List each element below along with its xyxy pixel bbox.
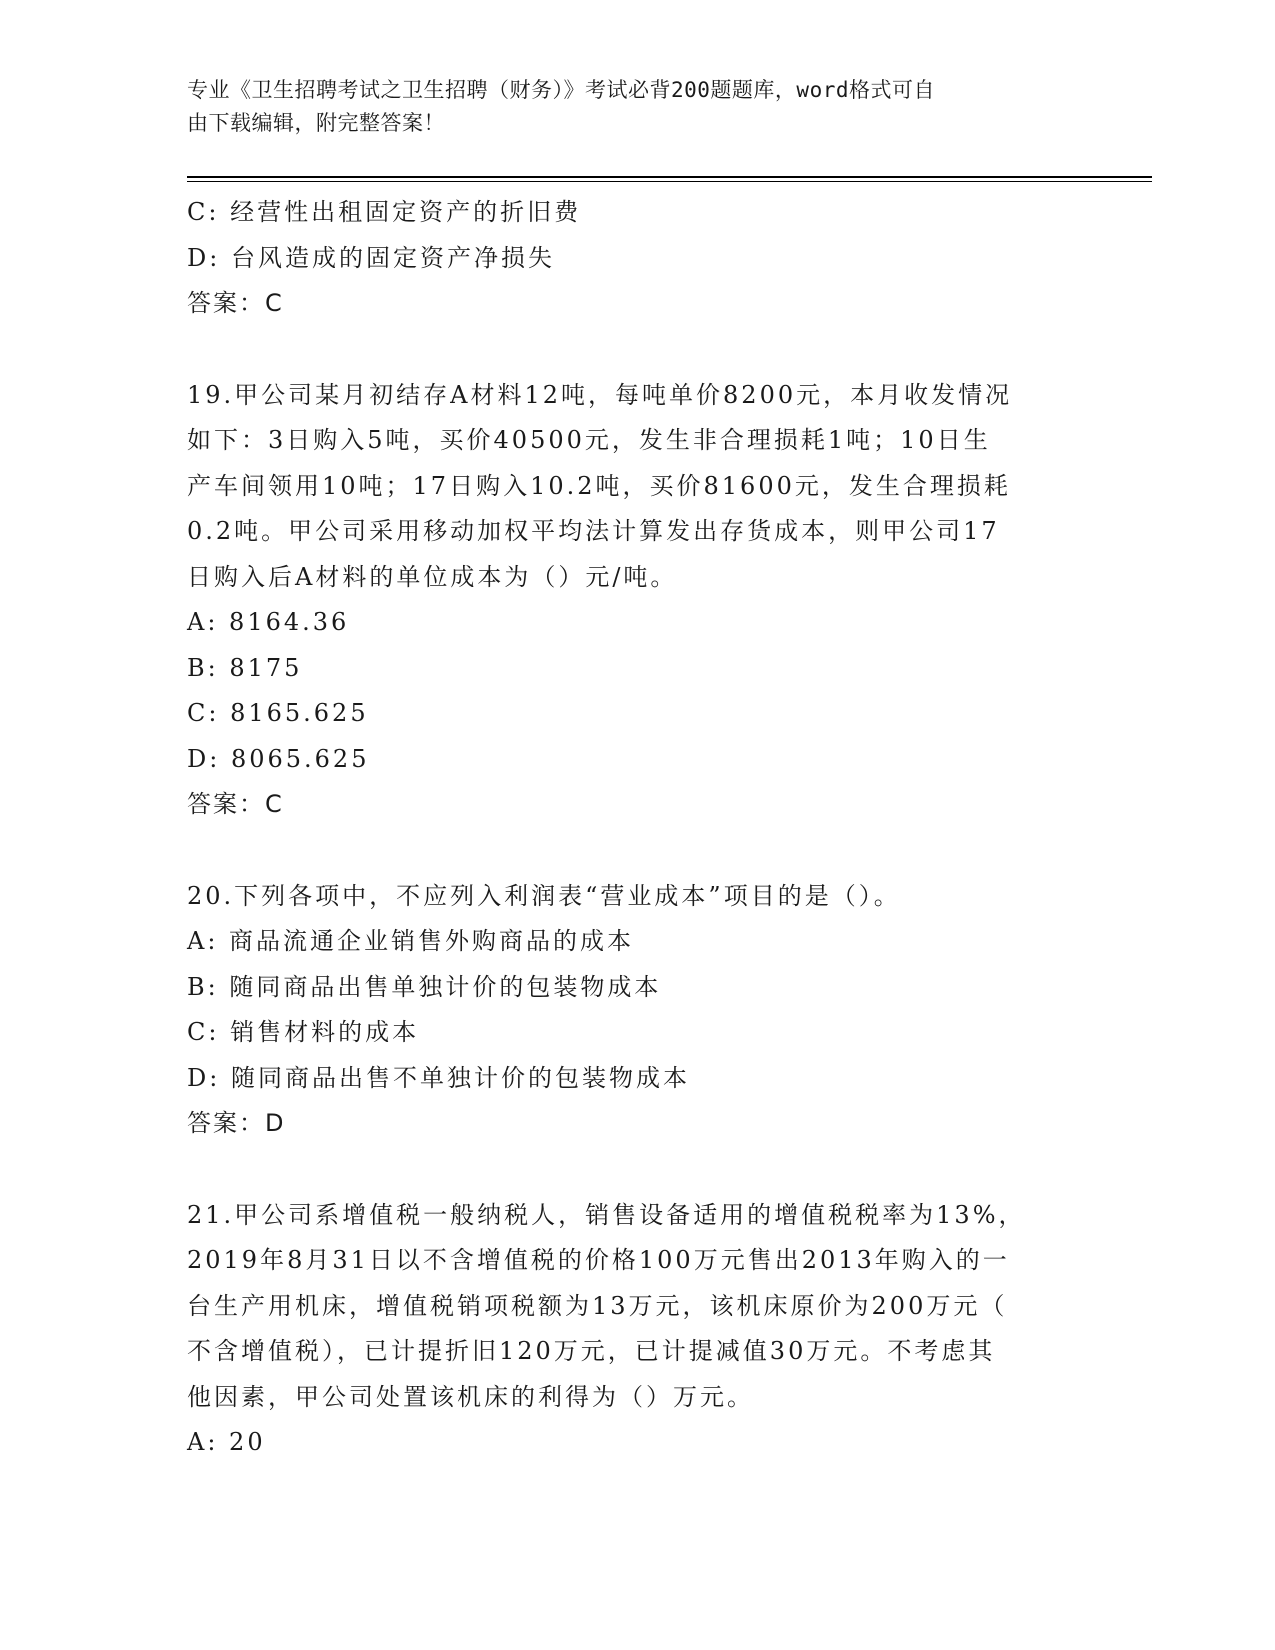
question-20 bbox=[187, 874, 1082, 1147]
answer: 答案：C bbox=[187, 289, 284, 317]
option-c: C: 8165.625 bbox=[187, 699, 369, 727]
option-c: C: 销售材料的成本 bbox=[187, 1018, 420, 1046]
option-b: B: 8175 bbox=[187, 653, 303, 682]
option-a: A: 商品流通企业销售外购商品的成本 bbox=[187, 927, 635, 955]
question-stem-line: 台生产用机床，增值税销项税额为13万元，该机床原价为200万元（ bbox=[187, 1291, 1008, 1320]
option-d: D: 8065.625 bbox=[187, 744, 370, 773]
option-a: A: 20 bbox=[187, 1428, 266, 1456]
question-content bbox=[187, 190, 1082, 1466]
question-18-tail bbox=[187, 190, 1082, 327]
header-divider-thin bbox=[187, 181, 1152, 182]
option-c: C: 经营性出租固定资产的折旧费 bbox=[187, 198, 582, 226]
header-divider-thick bbox=[187, 176, 1152, 178]
option-d: D: 台风造成的固定资产净损失 bbox=[187, 243, 555, 272]
question-stem-line: 他因素，甲公司处置该机床的利得为（）万元。 bbox=[187, 1382, 754, 1411]
header-line-2: 由下载编辑，附完整答案！ bbox=[187, 111, 445, 135]
answer: 答案：C bbox=[187, 790, 284, 818]
question-stem-line: 如下：3日购入5吨，买价40500元，发生非合理损耗1吨；10日生 bbox=[187, 426, 991, 454]
question-stem-line: 产车间领用10吨；17日购入10.2吨，买价81600元，发生合理损耗 bbox=[187, 471, 1011, 500]
option-b: B: 随同商品出售单独计价的包装物成本 bbox=[187, 972, 662, 1001]
answer: 答案：D bbox=[187, 1109, 286, 1137]
question-19 bbox=[187, 373, 1082, 828]
header-line-1: 专业《卫生招聘考试之卫生招聘（财务）》考试必背200题题库，word格式可自 bbox=[187, 78, 935, 102]
option-a: A: 8164.36 bbox=[187, 608, 350, 636]
question-21 bbox=[187, 1193, 1082, 1466]
question-stem-line: 不含增值税），已计提折旧120万元，已计提减值30万元。不考虑其 bbox=[187, 1337, 996, 1365]
document-header bbox=[187, 74, 1067, 140]
question-stem-line: 20.下列各项中，不应列入利润表“营业成本”项目的是（）。 bbox=[187, 881, 901, 910]
question-stem-line: 2019年8月31日以不含增值税的价格100万元售出2013年购入的一 bbox=[187, 1246, 1010, 1274]
question-stem-line: 19.甲公司某月初结存A材料12吨，每吨单价8200元，本月收发情况 bbox=[187, 380, 1013, 409]
question-stem-line: 21.甲公司系增值税一般纳税人，销售设备适用的增值税税率为13%， bbox=[187, 1200, 1026, 1229]
question-stem-line: 日购入后A材料的单位成本为（）元/吨。 bbox=[187, 562, 678, 591]
option-d: D: 随同商品出售不单独计价的包装物成本 bbox=[187, 1063, 690, 1092]
question-stem-line: 0.2吨。甲公司采用移动加权平均法计算发出存货成本，则甲公司17 bbox=[187, 517, 1000, 545]
